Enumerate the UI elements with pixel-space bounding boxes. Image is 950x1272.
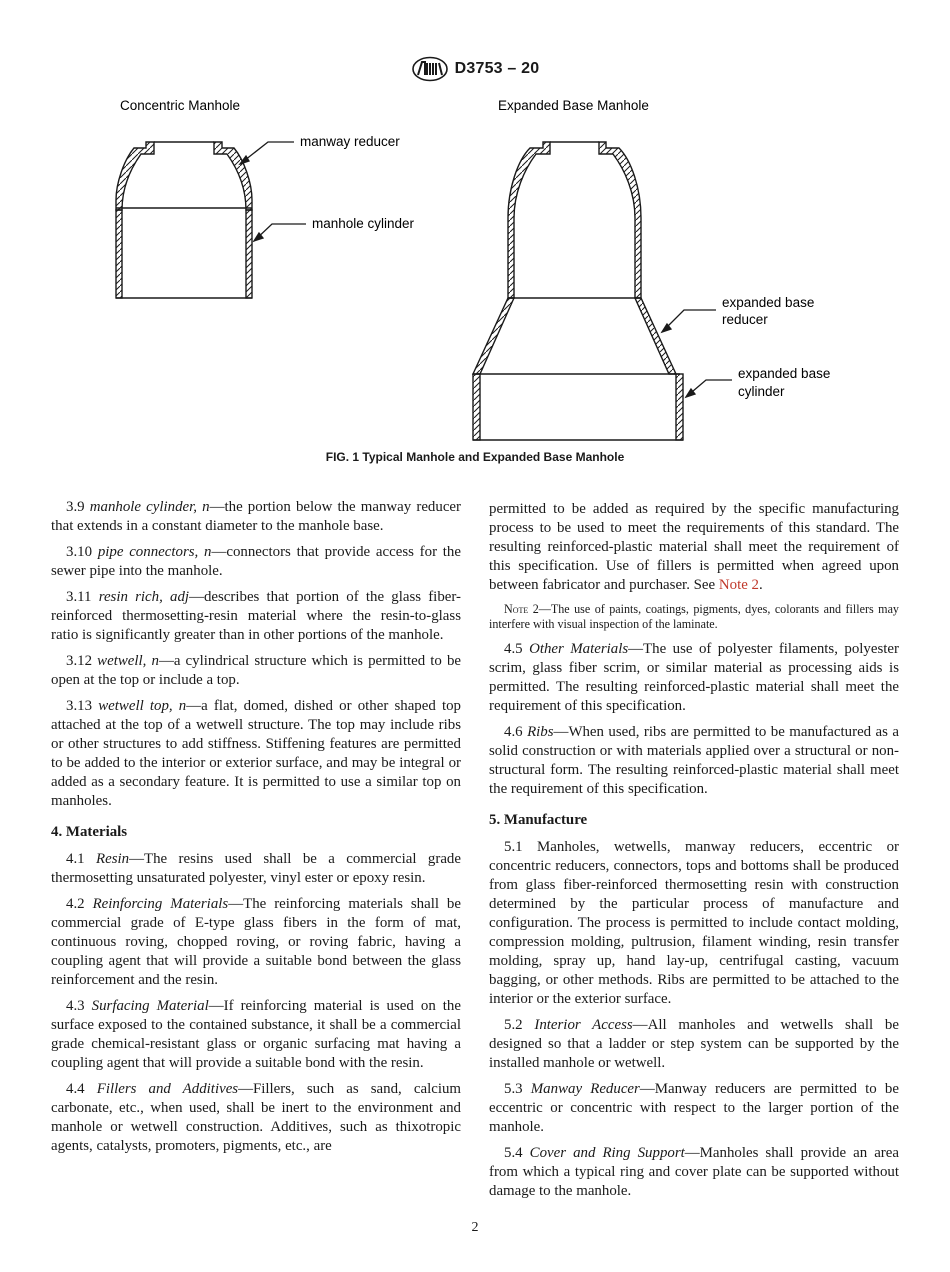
concentric-manhole-outline — [116, 142, 252, 298]
label-expanded-base-cylinder-1: expanded base — [738, 366, 831, 381]
label-manhole-cylinder: manhole cylinder — [312, 216, 415, 231]
section-4-1: 4.1 Resin—The resins used shall be a commercial grade thermosetting unsaturated polyester, vinyl ester or epoxy resin. — [51, 851, 461, 886]
astm-logo-icon — [411, 56, 449, 82]
label-expanded-base-cylinder-2: cylinder — [738, 384, 785, 399]
left-column — [51, 498, 461, 1163]
label-expanded-base-reducer-2: reducer — [722, 312, 768, 327]
expanded-base-outline — [473, 142, 683, 440]
section-5-3: 5.3 Manway Reducer—Manway reducers are permitted to be eccentric or concentric with respect to the larger portion of the manhole. — [489, 1081, 899, 1135]
label-expanded-base-reducer-1: expanded base — [722, 295, 815, 310]
section-5-2: 5.2 Interior Access—All manholes and wetwells shall be designed so that a ladder or step system can be supported by the installed manhole or wetwell. — [489, 1017, 899, 1071]
section-4-4-continued: permitted to be added as required by the specific manufacturing process to be used to meet the requirements of this standard. The resulting reinforced-plastic material shall meet the requirement of this specification. Use of fillers is permitted when agreed upon between fabricator and purchaser. See Note 2. — [489, 501, 899, 593]
right-column — [489, 500, 899, 1208]
section-4-3: 4.3 Surfacing Material—If reinforcing material is used on the surface exposed to the contained substance, it shall be a commercial grade chemical-resistant glass or organic surfacing mat having a coupling agent that will provide a suitable bond with the resin. — [51, 998, 461, 1071]
section-4-2: 4.2 Reinforcing Materials—The reinforcing materials shall be commercial grade of E-type glass fibers in the form of mat, continuous roving, chopped roving, or roving fabric, having a coupling agent that will provide a suitable bond between the glass reinforcement and the resin. — [51, 896, 461, 988]
note-2-link[interactable]: Note 2 — [718, 577, 759, 593]
section-3-10: 3.10 pipe connectors, n—connectors that provide access for the sewer pipe into the manhole. — [51, 544, 461, 579]
heading-materials: 4. Materials — [51, 824, 128, 840]
section-4-5: 4.5 Other Materials—The use of polyester filaments, polyester scrim, glass fiber scrim, or similar material as processing aids is permitted. The resulting reinforced-plastic material shall meet the requirement of this specification. — [489, 641, 899, 714]
section-3-9: 3.9 manhole cylinder, n—the portion below the manway reducer that extends in a constant diameter to the manhole base. — [51, 499, 461, 534]
heading-manufacture: 5. Manufacture — [489, 812, 588, 828]
concentric-manhole-drawing — [116, 142, 252, 298]
section-3-11: 3.11 resin rich, adj—describes that portion of the glass fiber-reinforced thermosetting-resin material where the resin-to-glass ratio is significantly greater than in other portions of the manhole. — [51, 589, 461, 643]
section-4-4: 4.4 Fillers and Additives—Fillers, such as sand, calcium carbonate, etc., when used, shall be inert to the environment and manhole or wetwell construction. Additives, such as thixotropic agents, catalysts, promoters, pigments, etc., are — [51, 1081, 461, 1154]
figure-1 — [0, 88, 950, 448]
concentric-manhole-title: Concentric Manhole — [120, 98, 241, 113]
section-5-4: 5.4 Cover and Ring Support—Manholes shall provide an area from which a typical ring and cover plate can be supported without damage to the manhole. — [489, 1145, 899, 1199]
section-3-13: 3.13 wetwell top, n—a flat, domed, dished or other shaped top attached at the top of a wetwell structure. The top may include ribs or other structures to add stiffness. Stiffening features are permitted to be added to the interior or exterior surface, and may be integral or added as a secondary feature. It is permitted to use a similar top on manholes. — [51, 698, 461, 809]
document-number: D3753 – 20 — [454, 60, 540, 77]
section-5-1: 5.1 Manholes, wetwells, manway reducers, eccentric or concentric reducers, connectors, tops and bottoms shall be produced from glass fiber-reinforced thermosetting resin with construction determined by the particular process of manufacture and configuration. The process is permitted to include contact molding, compression molding, pultrusion, filament winding, resin transfer molding, spray up, hand lay-up, centrifugal casting, vacuum bagging, or other methods. Ribs are permitted to be attached to the interior or the exterior surface. — [489, 839, 899, 1007]
section-4-6: 4.6 Ribs—When used, ribs are permitted to be manufactured as a solid construction or with materials applied over a structural or non-structural form. The resulting reinforced-plastic material shall meet the requirement of this specification. — [489, 724, 900, 797]
page-header — [0, 56, 950, 86]
label-manway-reducer: manway reducer — [300, 134, 400, 149]
page-number: 2 — [471, 1220, 479, 1235]
expanded-base-manhole-title: Expanded Base Manhole — [498, 98, 649, 113]
figure-caption: FIG. 1 Typical Manhole and Expanded Base Manhole — [325, 450, 625, 464]
expanded-base-manhole-drawing — [473, 142, 683, 440]
note-2: Note 2—The use of paints, coatings, pigments, dyes, colorants and fillers may interfere with visual inspection of the laminate. — [489, 602, 899, 631]
section-3-12: 3.12 wetwell, n—a cylindrical structure which is permitted to be open at the top or include a top. — [51, 653, 461, 688]
